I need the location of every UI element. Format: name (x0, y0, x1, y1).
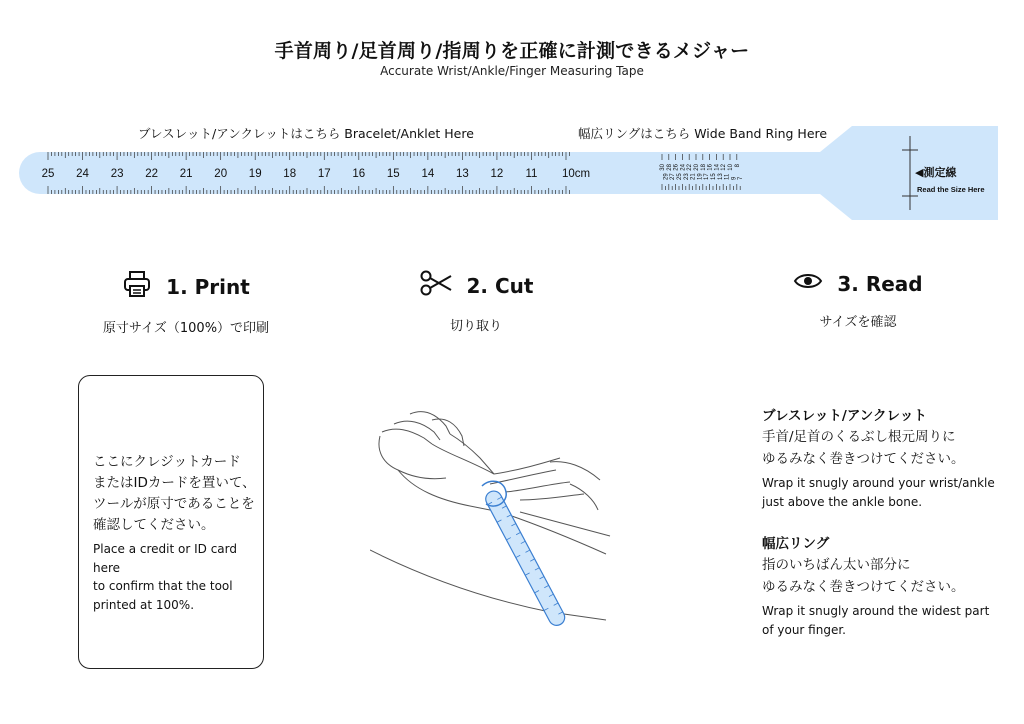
cm-label: 10cm (561, 168, 591, 180)
step-read (728, 270, 988, 330)
step-print (56, 270, 316, 336)
ring-size-label: 12 (721, 164, 728, 171)
bracelet-heading: ブレスレット/アンクレット (762, 408, 927, 424)
cm-label: 13 (456, 168, 469, 180)
text-line: ツールが原寸であることを (93, 496, 255, 512)
text-line: ゆるみなく巻きつけてください。 (762, 451, 965, 467)
ring-section-label: 幅広リングはこちら Wide Band Ring Here (578, 126, 828, 141)
ring-size-label: 16 (707, 164, 714, 171)
ring-size-label: 14 (714, 164, 721, 171)
step-print-desc: 原寸サイズ（100%）で印刷 (102, 321, 270, 336)
bracelet-jp-text (762, 426, 1012, 470)
step-read-desc: サイズを確認 (819, 315, 897, 330)
ring-size-labels (660, 163, 744, 180)
cm-label: 25 (41, 168, 55, 180)
ring-size-label: 10 (728, 164, 734, 171)
ring-jp-text (762, 554, 1012, 598)
cm-label: 16 (352, 168, 366, 180)
bracelet-en-text (762, 474, 1012, 512)
read-line-en: Read the Size Here (917, 185, 985, 194)
text-line: Wrap it snugly around the widest part (762, 604, 990, 618)
printer-icon (122, 270, 152, 303)
cm-label: 21 (179, 168, 193, 180)
text-line: ゆるみなく巻きつけてください。 (762, 579, 965, 595)
eye-icon (793, 270, 823, 297)
card-jp-text (93, 452, 263, 536)
text-line: またはIDカードを置いて、 (93, 475, 256, 491)
cm-label: 19 (248, 168, 262, 180)
cm-label: 14 (421, 168, 435, 180)
step-cut (346, 270, 606, 334)
cm-label: 22 (145, 168, 158, 180)
text-line: to confirm that the tool (93, 579, 233, 593)
text-line: 指のいちばん太い部分に (762, 557, 911, 573)
cm-label: 24 (76, 168, 89, 180)
ring-size-label: 7 (738, 176, 745, 180)
cm-label: 20 (214, 168, 228, 180)
scissors-icon (419, 270, 453, 301)
ring-size-label: 20 (694, 164, 700, 171)
ring-en-text (762, 602, 1012, 640)
card-en-text (93, 540, 263, 614)
cm-label: 11 (525, 168, 538, 180)
cm-label: 23 (110, 168, 124, 180)
step-print-title: 1. Print (166, 274, 250, 299)
ring-size-label: 15 (711, 173, 717, 180)
ring-size-label: 21 (690, 173, 697, 180)
ring-size-label: 22 (687, 164, 694, 171)
text-line: printed at 100%. (93, 597, 195, 612)
page-title: 手首周り/足首周り/指周りを正確に計測できるメジャー (274, 40, 750, 62)
cm-label: 15 (386, 168, 400, 180)
card-placement-box (78, 375, 264, 669)
text-line: 手首/足首のくるぶし根元周りに (762, 429, 956, 445)
ring-size-label: 9 (731, 176, 738, 180)
text-line: Place a credit or ID card here (93, 542, 237, 575)
step-cut-title: 2. Cut (466, 273, 534, 298)
text-line: just above the ankle bone. (762, 495, 923, 509)
ring-size-label: 23 (683, 173, 690, 180)
text-line: Wrap it snugly around your wrist/ankle (762, 476, 995, 490)
cm-label: 17 (317, 168, 331, 180)
ring-size-label: 30 (660, 164, 666, 171)
ring-size-label: 8 (734, 164, 741, 168)
bracelet-instructions (762, 406, 1012, 512)
text-line: 確認してください。 (93, 517, 215, 533)
text-line: ここにクレジットカード (93, 454, 241, 470)
read-line-jp: ◀測定線 (915, 166, 957, 179)
cm-label: 12 (490, 168, 504, 180)
ring-size-label: 19 (697, 173, 704, 180)
ring-size-label: 27 (670, 173, 677, 180)
ring-size-label: 17 (704, 173, 711, 180)
ring-size-label: 28 (666, 164, 673, 171)
ring-instructions (762, 534, 1012, 640)
ring-size-label: 18 (700, 164, 707, 171)
text-line: of your finger. (762, 623, 846, 637)
measuring-tape (0, 118, 1024, 228)
page-subtitle: Accurate Wrist/Ankle/Finger Measuring Tape (380, 64, 644, 78)
ring-size-label: 13 (717, 173, 724, 180)
cm-label: 18 (283, 168, 297, 180)
bracelet-section-label: ブレスレット/アンクレットはこちら Bracelet/Anklet Here (138, 126, 474, 141)
ring-size-label: 25 (677, 173, 683, 180)
ring-heading: 幅広リング (762, 536, 830, 552)
tape-body (19, 126, 998, 220)
step-read-title: 3. Read (837, 271, 923, 296)
wrist-measuring-illustration (370, 400, 620, 630)
step-cut-desc: 切り取り (449, 319, 502, 334)
ring-size-label: 26 (673, 164, 680, 171)
ring-size-label: 24 (680, 164, 687, 171)
ring-size-label: 29 (663, 173, 670, 180)
ring-size-label: 11 (724, 173, 731, 180)
